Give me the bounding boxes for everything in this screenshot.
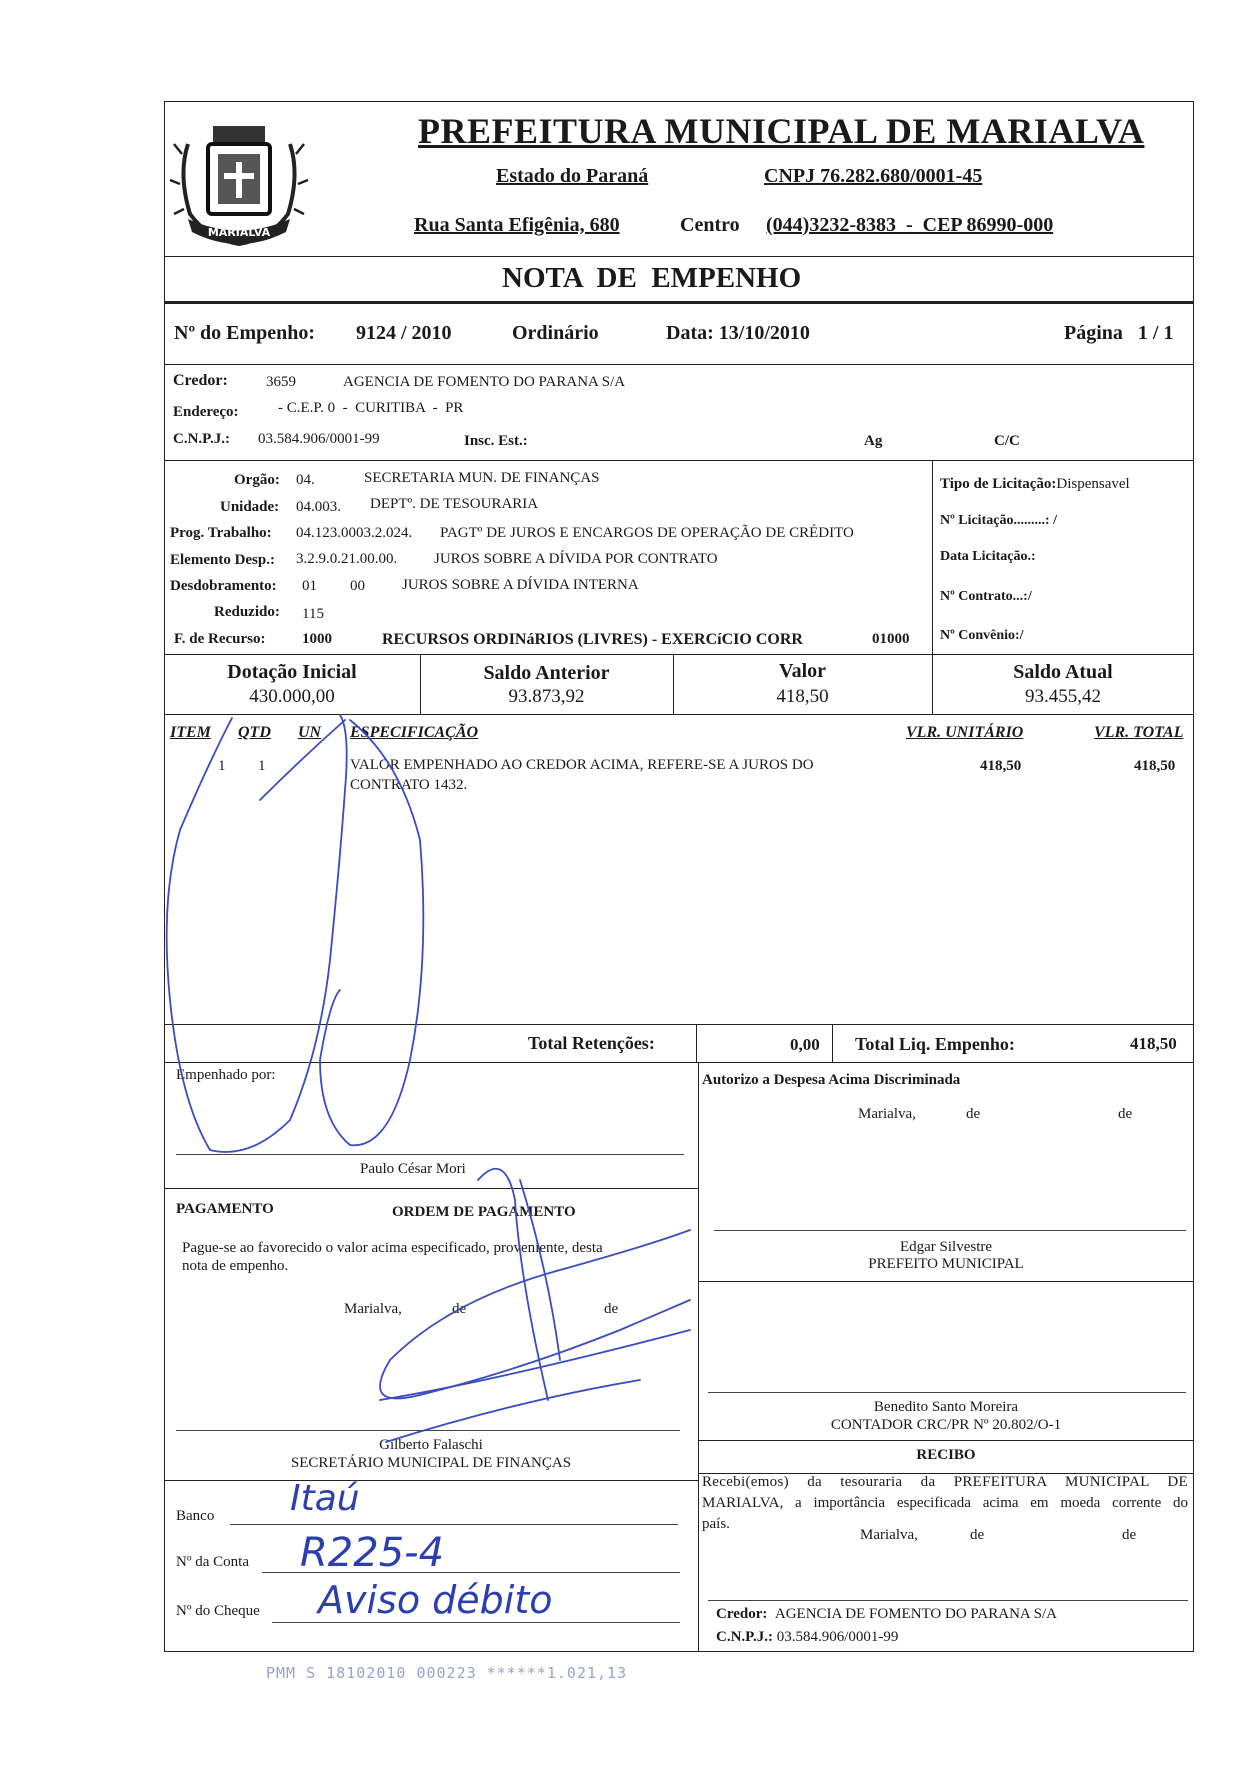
liq-value: 418,50 [1130,1034,1177,1053]
secretario-name: Gilberto Falaschi [379,1437,483,1453]
conta-label: Nº da Conta [176,1554,249,1570]
ordem-pagamento: ORDEM DE PAGAMENTO [392,1204,576,1220]
page-title: PREFEITURA MUNICIPAL DE MARIALVA [418,111,1145,151]
cnpj-header: CNPJ 76.282.680/0001-45 [764,165,983,187]
banco-handwritten: Itaú [290,1478,360,1519]
empenhado-name: Paulo César Mori [360,1161,466,1177]
desdob-label: Desdobramento: [170,578,277,594]
reduzido-value: 115 [302,606,324,622]
credor-code: 3659 [266,374,296,390]
dotacao-value: 430.000,00 [249,686,335,707]
recibo-de1: de [970,1527,985,1543]
recibo-cnpj-label: C.N.P.J.: [716,1629,773,1645]
col-unit: VLR. UNITÁRIO [906,724,1024,741]
cc-label: C/C [994,433,1020,449]
col-espec: ESPECIFICAÇÃO [350,724,479,741]
col-qtd: QTD [238,724,271,741]
autorizo-de2: de [1118,1106,1133,1122]
desdob-code1: 01 [302,578,317,594]
licitacao-data: Data Licitação.: [940,549,1036,564]
empenho-number-label: Nº do Empenho: [174,322,316,344]
item-number: 1 [218,758,226,774]
contador-name: Benedito Santo Moreira [873,1399,1019,1415]
credor-address: - C.E.P. 0 - CURITIBA - PR [278,400,464,416]
orgao-label: Orgão: [234,472,280,488]
unidade-code: 04.003. [296,499,341,515]
autorizo-de1: de [966,1106,981,1122]
elemento-name: JUROS SOBRE A DÍVIDA POR CONTRATO [434,551,718,567]
orgao-name: SECRETARIA MUN. DE FINANÇAS [364,470,600,486]
elemento-label: Elemento Desp.: [170,552,275,568]
dotacao-label: Dotação Inicial [227,661,357,683]
licitacao-tipo-value: Dispensavel [1056,476,1130,492]
recibo-text3: país. [702,1516,730,1532]
recibo-text1: Recebi(emos) da tesouraria da PREFEITURA MUNICIPAL DE [702,1474,1188,1490]
reduzido-label: Reduzido: [214,604,280,620]
pagamento-text2: nota de empenho. [182,1258,289,1274]
col-total: VLR. TOTAL [1094,724,1184,741]
conta-handwritten: R225-4 [300,1530,445,1576]
prog-code: 04.123.0003.2.024. [296,525,413,541]
saldo-atual-value: 93.455,42 [1025,686,1101,707]
prog-name: PAGTº DE JUROS E ENCARGOS DE OPERAÇÃO DE CRÉDITO [440,525,854,541]
unidade-label: Unidade: [220,499,280,515]
prefeito-name: Edgar Silvestre [899,1239,993,1255]
pagamento-label: PAGAMENTO [176,1201,274,1217]
retencoes-label: Total Retenções: [528,1033,655,1053]
prefeito-role: PREFEITO MUNICIPAL [868,1256,1024,1272]
street-address: Rua Santa Efigênia, 680 [414,214,620,236]
doc-title: NOTA DE EMPENHO [502,262,802,294]
empenhado-label: Empenhado por: [176,1067,276,1083]
empenho-type: Ordinário [512,322,599,344]
crest-lettering: MARIALVA [207,226,271,239]
prog-label: Prog. Trabalho: [170,525,272,541]
pagamento-city: Marialva, [344,1301,402,1317]
valor-value: 418,50 [776,686,829,707]
cheque-handwritten: Aviso débito [318,1578,553,1622]
banco-label: Banco [176,1508,215,1524]
autorizo-label: Autorizo a Despesa Acima Discriminada [702,1072,961,1088]
item-desc-line1: VALOR EMPENHADO AO CREDOR ACIMA, REFERE-SE A JUROS DO [350,757,814,773]
pagamento-de1: de [452,1301,467,1317]
ag-label: Ag [864,433,883,449]
credor-label: Credor: [173,372,228,389]
desdob-code2: 00 [350,578,365,594]
empenho-date: Data: 13/10/2010 [666,322,810,344]
recibo-credor-name: AGENCIA DE FOMENTO DO PARANA S/A [774,1606,1057,1622]
saldo-atual-label: Saldo Atual [1013,661,1113,683]
state-name: Estado do Paraná [496,165,649,187]
item-desc-line2: CONTRATO 1432. [350,777,468,793]
cheque-label: Nº do Cheque [176,1603,260,1619]
retencoes-value: 0,00 [790,1035,820,1054]
recibo-text2: MARIALVA, a importância especificada acima em moeda corrente do [702,1495,1188,1511]
recibo-city: Marialva, [860,1527,918,1543]
secretario-role: SECRETÁRIO MUNICIPAL DE FINANÇAS [290,1455,572,1471]
credor-name: AGENCIA DE FOMENTO DO PARANA S/A [343,374,626,390]
autorizo-city: Marialva, [858,1106,916,1122]
valor-label: Valor [778,660,827,682]
recurso-code: 1000 [302,631,332,647]
recibo-de2: de [1122,1527,1137,1543]
recibo-credor-label: Credor: [716,1606,768,1622]
credor-cnpj: 03.584.906/0001-99 [258,431,380,447]
licitacao-numero: Nº Licitação.........: / [940,513,1057,528]
pagamento-de2: de [604,1301,619,1317]
item-total-value: 418,50 [1134,758,1176,774]
district: Centro [680,214,740,236]
recibo-title: RECIBO [916,1447,976,1463]
phone-cep: (044)3232-8383 - CEP 86990-000 [766,214,1054,236]
contador-role: CONTADOR CRC/PR Nº 20.802/O-1 [830,1417,1062,1433]
cnpj-label: C.N.P.J.: [173,431,230,447]
insc-est-label: Insc. Est.: [464,433,528,449]
item-unit-value: 418,50 [980,758,1022,774]
empenho-number: 9124 / 2010 [356,322,452,344]
pagamento-text1: Pague-se ao favorecido o valor acima especificado, proveniente, desta [182,1240,603,1256]
contrato-numero: Nº Contrato...:/ [940,589,1032,604]
item-qtd: 1 [258,758,266,774]
footer-stamp: PMM S 18102010 000223 ******1.021,13 [266,1664,628,1682]
liq-label: Total Liq. Empenho: [855,1034,1015,1054]
saldo-anterior-value: 93.873,92 [508,686,585,707]
page-counter: Página 1 / 1 [1064,322,1174,344]
convenio-numero: Nº Convênio:/ [940,628,1024,643]
licitacao-tipo-label: Tipo de Licitação: [940,476,1057,492]
saldo-anterior-label: Saldo Anterior [483,662,610,684]
col-un: UN [298,724,322,741]
recurso-code2: 01000 [872,631,910,647]
address-label: Endereço: [173,404,239,420]
orgao-code: 04. [296,472,315,488]
elemento-code: 3.2.9.0.21.00.00. [296,551,398,567]
col-item: ITEM [170,724,211,741]
recibo-cnpj-value: 03.584.906/0001-99 [776,1629,899,1645]
desdob-name: JUROS SOBRE A DÍVIDA INTERNA [402,577,639,593]
recurso-name: RECURSOS ORDINáRIOS (LIVRES) - EXERCíCIO CORR [382,631,803,648]
recurso-label: F. de Recurso: [174,631,266,647]
unidade-name: DEPTº. DE TESOURARIA [370,496,539,512]
